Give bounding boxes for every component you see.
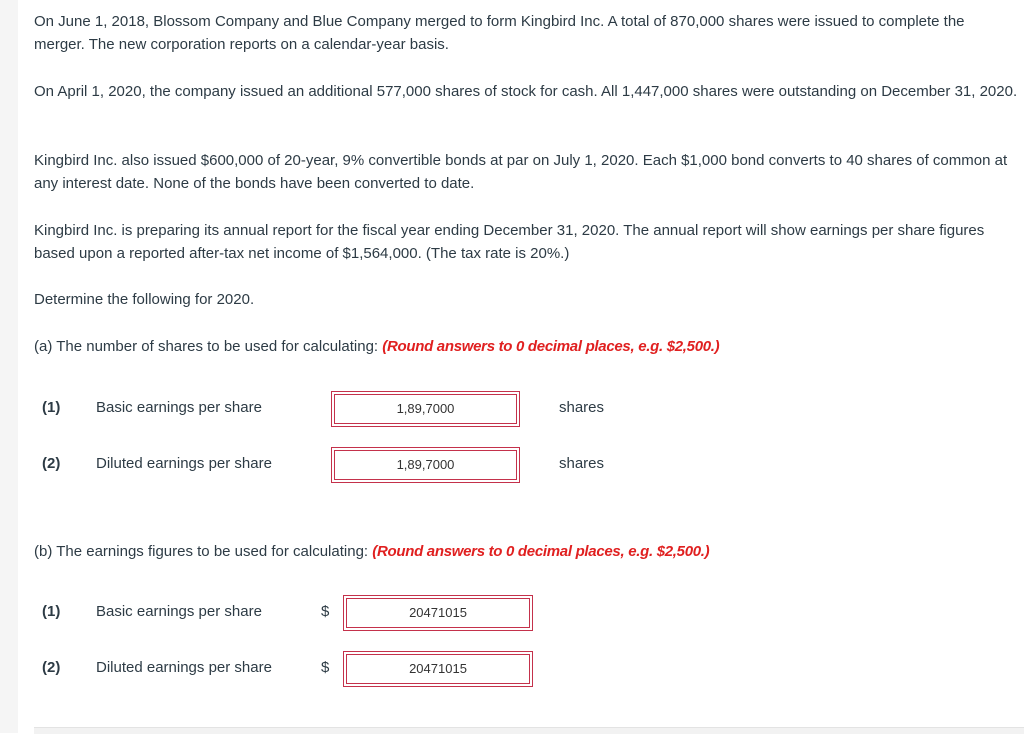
part-b-prompt — [34, 540, 1019, 563]
diluted-earnings-input-value[interactable]: 20471015 — [346, 654, 530, 684]
part-b-row-diluted — [34, 651, 1019, 687]
basic-earnings-input-value[interactable]: 20471015 — [346, 598, 530, 628]
basic-shares-input[interactable] — [331, 391, 520, 427]
part-a-prompt — [34, 335, 1019, 358]
diluted-shares-input[interactable] — [331, 447, 520, 483]
part-a-row-diluted — [34, 447, 1019, 483]
row-number: (2) — [42, 659, 61, 676]
part-b-prompt-text: (b) The earnings figures to be used for calculating: — [34, 543, 373, 560]
part-a-rounding-hint: (Round answers to 0 decimal places, e.g. $2,500.) — [382, 338, 720, 355]
currency-symbol: $ — [321, 659, 330, 676]
paragraph-instruction: Determine the following for 2020. — [34, 291, 255, 308]
part-b-row-basic — [34, 595, 1019, 631]
row-number: (1) — [42, 603, 61, 620]
basic-shares-input-value[interactable]: 1,89,7000 — [334, 394, 517, 424]
row-label: Basic earnings per share — [96, 399, 262, 416]
currency-symbol: $ — [321, 603, 330, 620]
paragraph-convertible-bonds: Kingbird Inc. also issued $600,000 of 20-year, 9% convertible bonds at par on July 1, 2020. Each $1,000 bond converts to 40 shares of common at any interest date. None of the bonds have been converted to date. — [34, 152, 1008, 192]
basic-earnings-input[interactable] — [343, 595, 533, 631]
row-label: Basic earnings per share — [96, 603, 262, 620]
part-b-rounding-hint: (Round answers to 0 decimal places, e.g. $2,500.) — [372, 543, 710, 560]
diluted-earnings-input[interactable] — [343, 651, 533, 687]
row-number: (2) — [42, 455, 61, 472]
paragraph-merger: On June 1, 2018, Blossom Company and Blue Company merged to form Kingbird Inc. A total of 870,000 shares were issued to complete the merger. The new corporation reports on a calendar-year basis. — [34, 13, 965, 53]
row-unit: shares — [559, 399, 605, 416]
diluted-shares-input-value[interactable]: 1,89,7000 — [334, 450, 517, 480]
part-a-row-basic — [34, 391, 1019, 427]
left-rail — [0, 0, 18, 733]
row-label: Diluted earnings per share — [96, 455, 272, 472]
row-label: Diluted earnings per share — [96, 659, 272, 676]
paragraph-annual-report: Kingbird Inc. is preparing its annual report for the fiscal year ending December 31, 2020. The annual report will show earnings per share figures based upon a reported after-tax net income of $1,564,000. (The tax rate is 20%.) — [34, 222, 985, 262]
row-unit: shares — [559, 455, 605, 472]
paragraph-additional-shares: On April 1, 2020, the company issued an additional 577,000 shares of stock for cash. All 1,447,000 shares were outstanding on December 31, 2020. — [34, 83, 1018, 100]
row-number: (1) — [42, 399, 61, 416]
part-a-prompt-text: (a) The number of shares to be used for calculating: — [34, 338, 383, 355]
